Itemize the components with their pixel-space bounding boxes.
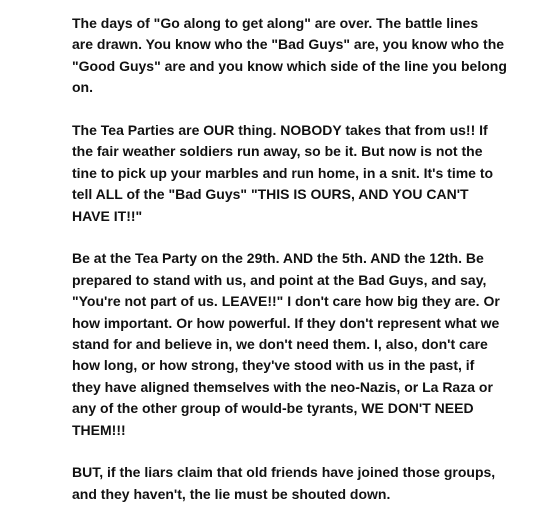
text-line: on. xyxy=(72,79,93,96)
text-line: The Tea Parties are OUR thing. NOBODY takes that from us!! If xyxy=(72,122,488,139)
document-body xyxy=(72,13,532,527)
text-line: how important. Or how powerful. If they don't represent what we xyxy=(72,314,500,331)
text-line: the fair weather soldiers run away, so be it. But now is not the xyxy=(72,143,483,160)
text-line: are drawn. You know who the "Bad Guys" are, you know who the xyxy=(72,36,505,53)
text-line: "Good Guys" are and you know which side of the line you belong xyxy=(72,57,507,74)
text-line: they have aligned themselves with the neo-Nazis, or La Raza or xyxy=(72,378,493,395)
text-line: any of the other group of would-be tyrants, WE DON'T NEED xyxy=(72,400,474,417)
paragraph-4 xyxy=(72,462,532,505)
text-line: tine to pick up your marbles and run home, in a snit. It's time to xyxy=(72,164,494,181)
paragraph-2 xyxy=(72,120,532,227)
text-line: prepared to stand with us, and point at the Bad Guys, and say, xyxy=(72,271,487,288)
text-line: and they haven't, the lie must be shouted down. xyxy=(72,485,391,502)
text-line: The days of "Go along to get along" are over. The battle lines xyxy=(72,15,479,31)
text-line: tell ALL of the "Bad Guys" "THIS IS OURS, AND YOU CAN'T xyxy=(72,186,469,203)
text-line: BUT, if the liars claim that old friends have joined those groups, xyxy=(72,464,496,481)
text-line: stand for and believe in, we don't need them. I, also, don't care xyxy=(72,336,488,353)
text-line: THEM!!! xyxy=(72,421,126,438)
text-line: HAVE IT!!" xyxy=(72,207,143,224)
text-line: Be at the Tea Party on the 29th. AND the 5th. AND the 12th. Be xyxy=(72,250,484,267)
paragraph-3 xyxy=(72,248,532,441)
paragraph-1 xyxy=(72,13,532,99)
text-line: how long, or how strong, they've stood with us in the past, if xyxy=(72,357,475,374)
text-line: "You're not part of us. LEAVE!!" I don't care how big they are. Or xyxy=(72,293,500,310)
